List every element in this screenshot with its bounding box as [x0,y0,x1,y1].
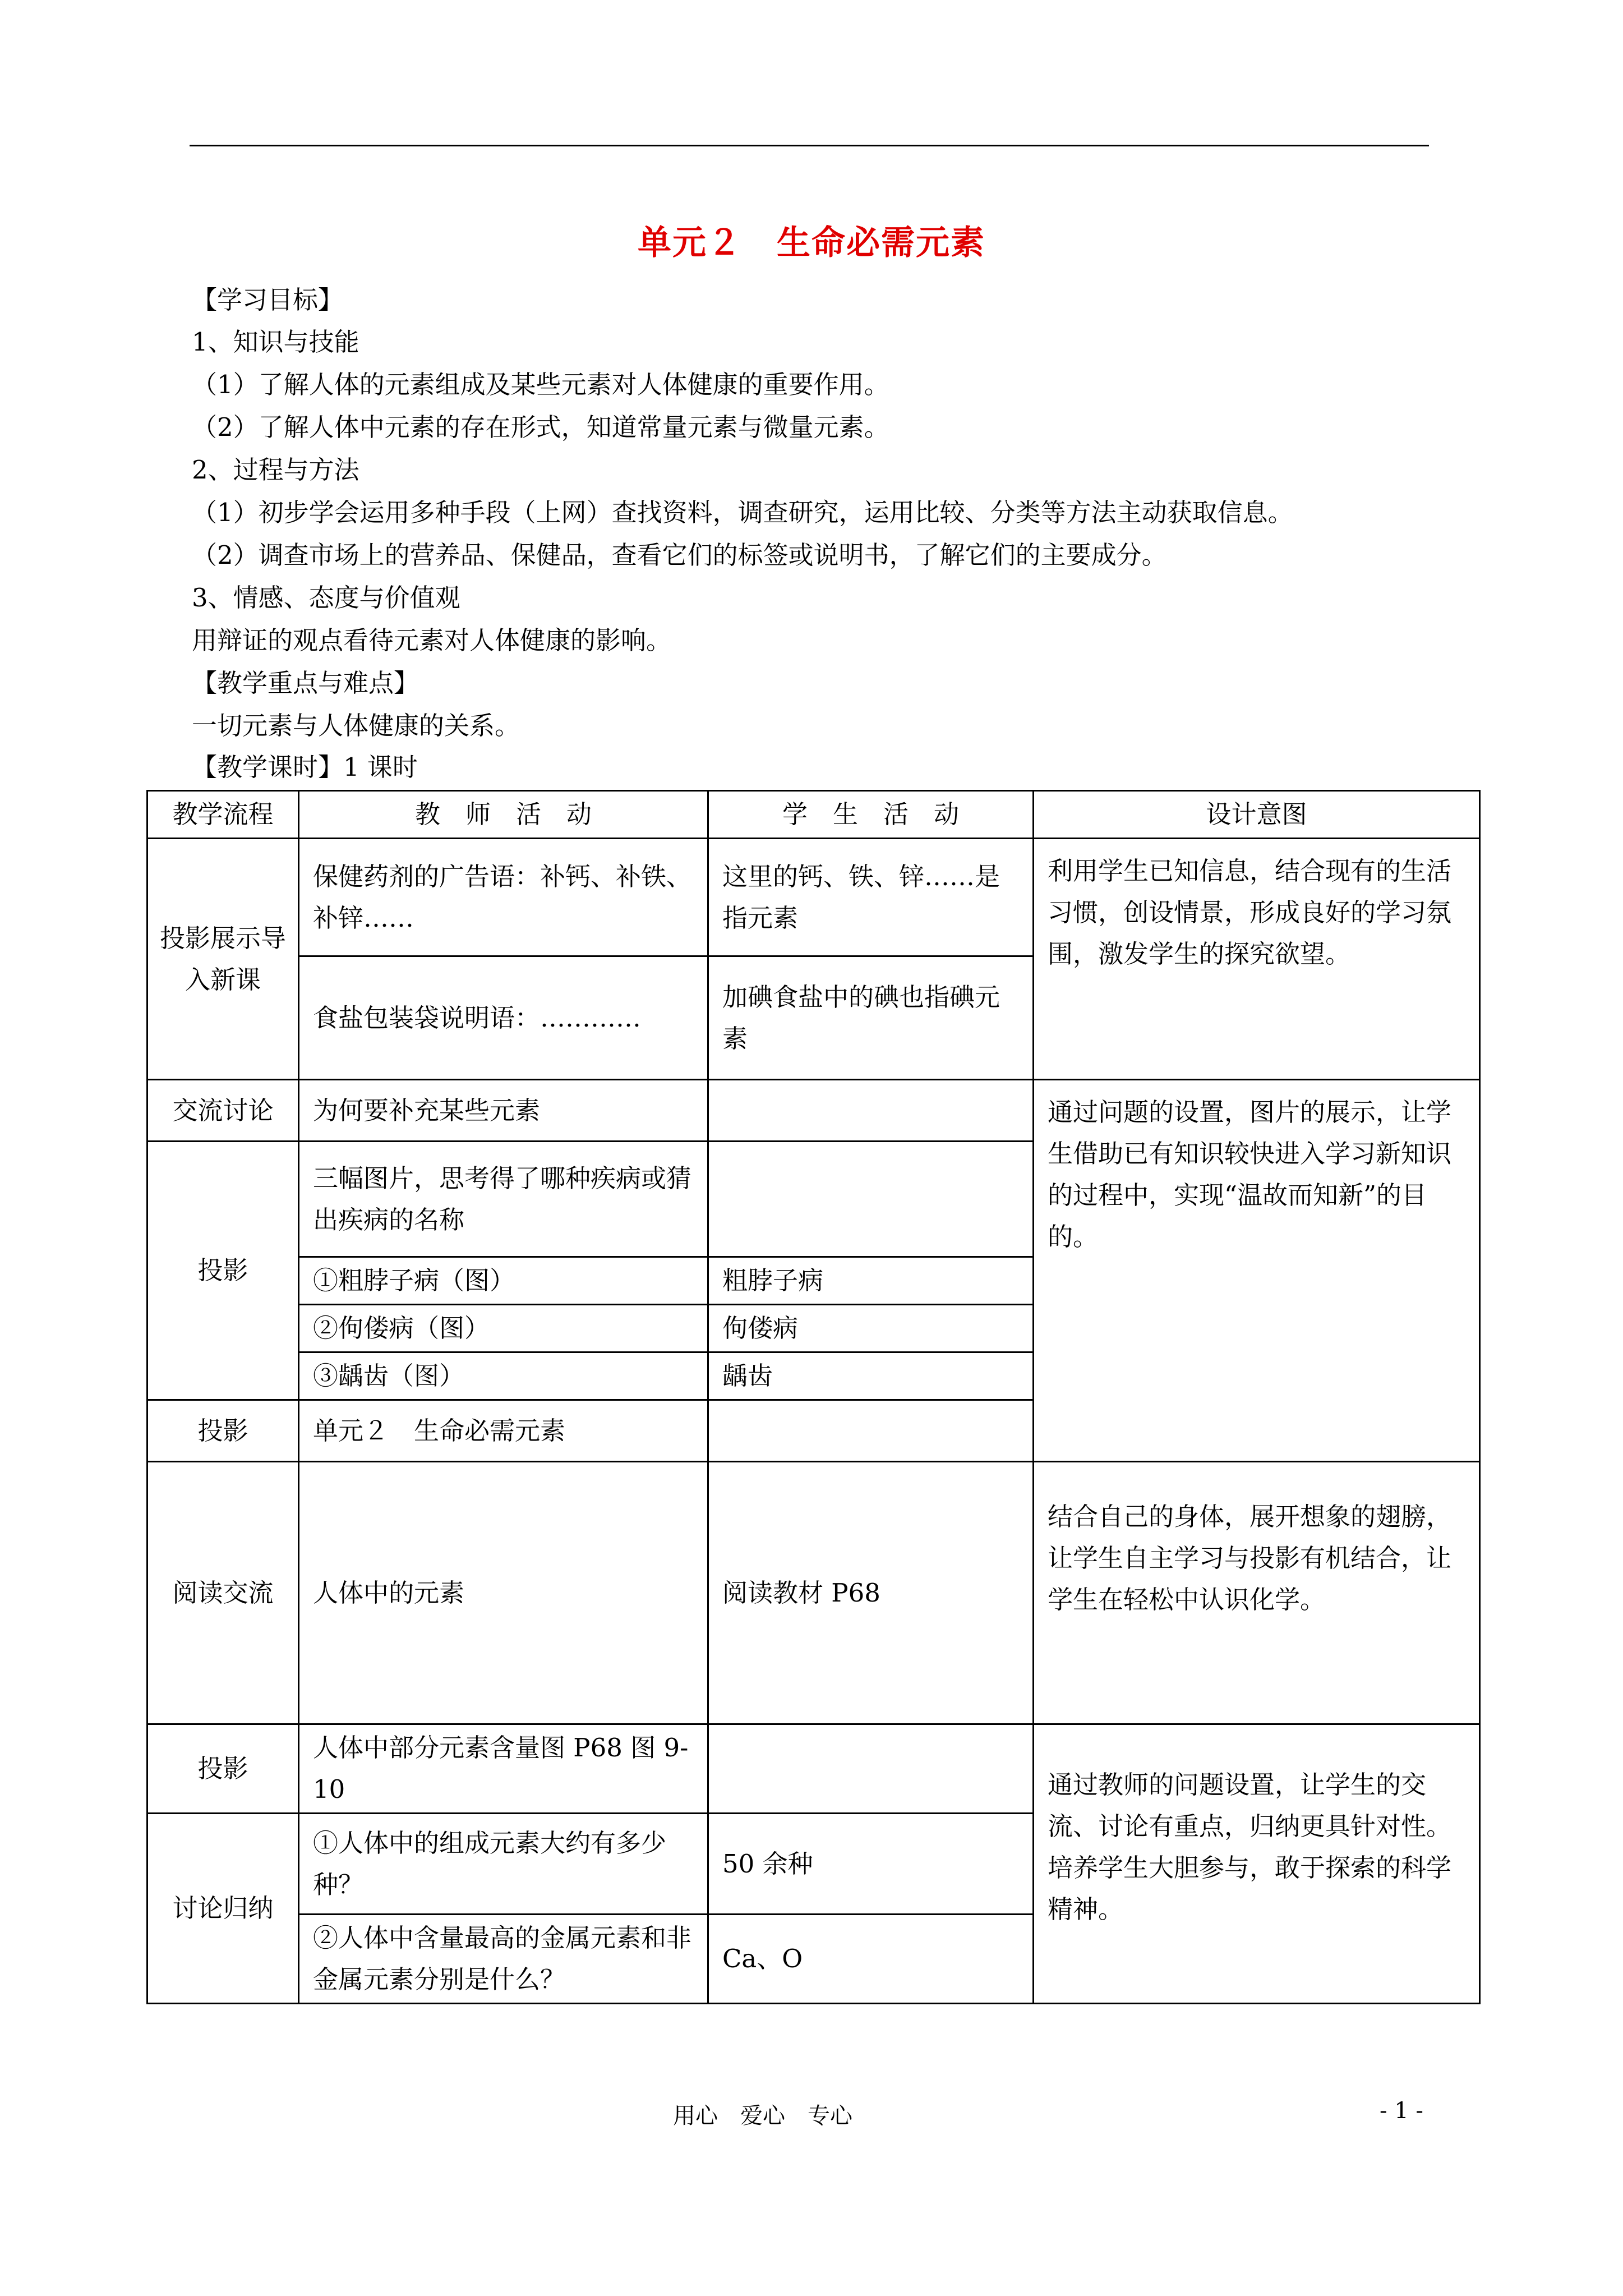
header-flow: 教学流程 [147,791,299,839]
teacher-cell: 三幅图片，思考得了哪种疾病或猜出疾病的名称 [299,1142,708,1257]
page-number: - 1 - [1380,2098,1423,2124]
objectives-heading: 【学习目标】 [192,285,344,315]
focus-text: 一切元素与人体健康的关系。 [192,711,520,740]
purpose-cell: 结合自己的身体，展开想象的翅膀，让学生自主学习与投影有机结合，让学生在轻松中认识化学。 [1034,1462,1480,1724]
flow-cell: 交流讨论 [147,1080,299,1142]
student-cell [708,1142,1034,1257]
teacher-cell: 人体中部分元素含量图 P68 图 9-10 [299,1724,708,1814]
student-cell: 这里的钙、铁、锌……是指元素 [708,839,1034,956]
teacher-cell: 为何要补充某些元素 [299,1080,708,1142]
teacher-cell: ②人体中含量最高的金属元素和非金属元素分别是什么？ [299,1915,708,2004]
page-title: 单元２ 生命必需元素 [638,223,985,263]
flow-cell: 投影展示导入新课 [147,839,299,1080]
teacher-cell: 单元２ 生命必需元素 [299,1400,708,1462]
process-item-1: （1）初步学会运用多种手段（上网）查找资料，调查研究，运用比较、分类等方法主动获取信息。 [192,498,1293,527]
flow-cell: 讨论归纳 [147,1814,299,2004]
teacher-cell: ①粗脖子病（图） [299,1257,708,1305]
flow-cell: 投影 [147,1724,299,1814]
flow-cell: 投影 [147,1400,299,1462]
student-cell: 50 余种 [708,1814,1034,1915]
knowledge-item-1: （1）了解人体的元素组成及某些元素对人体健康的重要作用。 [192,370,889,399]
purpose-cell: 通过教师的问题设置，让学生的交流、讨论有重点，归纳更具针对性。培养学生大胆参与，敢于探索的科学精神。 [1034,1724,1480,2004]
purpose-cell: 通过问题的设置，图片的展示，让学生借助已有知识较快进入学习新知识的过程中，实现“温故而知新”的目的。 [1034,1080,1480,1462]
student-cell: 加碘食盐中的碘也指碘元素 [708,956,1034,1080]
table-row [147,1080,1480,1142]
student-cell: 粗脖子病 [708,1257,1034,1305]
table-row [147,1724,1480,1814]
footer-motto: 用心 爱心 专心 [673,2103,852,2129]
student-cell [708,1080,1034,1142]
table-header-row [147,791,1480,839]
teacher-cell: ①人体中的组成元素大约有多少种？ [299,1814,708,1915]
flow-cell: 投影 [147,1142,299,1400]
teacher-cell: 保健药剂的广告语：补钙、补铁、补锌…… [299,839,708,956]
header-teacher: 教 师 活 动 [299,791,708,839]
flow-cell: 阅读交流 [147,1462,299,1724]
student-cell [708,1724,1034,1814]
student-cell [708,1400,1034,1462]
table-row [147,839,1480,956]
focus-heading: 【教学重点与难点】 [192,668,419,698]
hours-line: 【教学课时】1 课时 [192,752,418,782]
student-cell: 佝偻病 [708,1305,1034,1352]
purpose-cell: 利用学生已知信息，结合现有的生活习惯，创设情景，形成良好的学习氛围，激发学生的探究欲望。 [1034,839,1480,1080]
lesson-flow-table [146,790,1481,2004]
table-row [147,1462,1480,1724]
teacher-cell: 人体中的元素 [299,1462,708,1724]
student-cell: Ca、O [708,1915,1034,2004]
student-cell: 龋齿 [708,1352,1034,1400]
emotion-item: 用辩证的观点看待元素对人体健康的影响。 [192,625,672,655]
student-cell: 阅读教材 P68 [708,1462,1034,1724]
header-rule [190,145,1429,146]
process-title: 2、过程与方法 [192,455,359,485]
header-student: 学 生 活 动 [708,791,1034,839]
teacher-cell: ③龋齿（图） [299,1352,708,1400]
knowledge-title: 1、知识与技能 [192,327,359,357]
teacher-cell: ②佝偻病（图） [299,1305,708,1352]
knowledge-item-2: （2）了解人体中元素的存在形式，知道常量元素与微量元素。 [192,412,889,442]
process-item-2: （2）调查市场上的营养品、保健品，查看它们的标签或说明书，了解它们的主要成分。 [192,540,1167,570]
teacher-cell: 食盐包装袋说明语：………… [299,956,708,1080]
emotion-title: 3、情感、态度与价值观 [192,583,460,613]
header-purpose: 设计意图 [1034,791,1480,839]
